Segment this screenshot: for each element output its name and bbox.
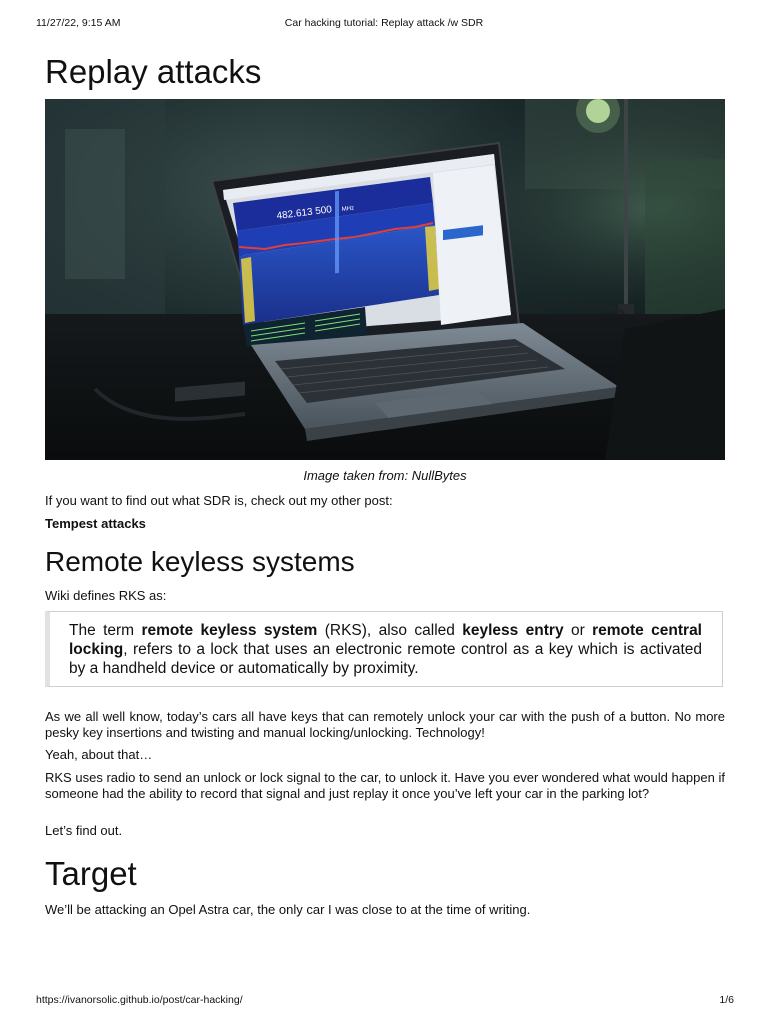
heading-target: Target <box>45 855 137 892</box>
quote-text-4: , refers to a lock that uses an electronic remote control as a key which is activated by a handheld device or automatically by proximity. <box>69 641 702 677</box>
print-header <box>0 17 768 31</box>
find-out-paragraph: Let’s find out. <box>45 823 123 838</box>
opel-paragraph: We’ll be attacking an Opel Astra car, the only car I was close to at the time of writing. <box>45 902 531 917</box>
quote-bold-rks: remote keyless system <box>141 622 318 639</box>
tempest-attacks-link[interactable]: Tempest attacks <box>45 516 146 531</box>
quote-bold-keyless-entry: keyless entry <box>462 622 564 639</box>
quote-text-3: or <box>563 622 593 639</box>
quote-text-1: The term <box>69 622 142 639</box>
quote-bold-central-locking: remote central locking <box>69 622 702 658</box>
hero-image <box>45 99 725 460</box>
print-footer <box>0 994 768 1008</box>
rks-paragraph: RKS uses radio to send an unlock or lock signal to the car, to unlock it. Have you ever wondered what would happen if someone had the ability to record that signal and just replay it once you’ve left your car in the parking lot? <box>45 770 725 801</box>
wiki-blockquote <box>45 611 723 687</box>
quote-text-2: (RKS), also called <box>317 622 463 639</box>
sdr-paragraph: If you want to find out what SDR is, check out my other post: <box>45 493 393 508</box>
frequency-unit: MHz <box>341 205 355 213</box>
heading-remote-keyless-systems: Remote keyless systems <box>45 546 355 577</box>
frequency-readout: 482.613 500 <box>276 204 333 222</box>
cars-paragraph: As we all well know, today’s cars all have keys that can remotely unlock your car with the push of a button. No more pesky key insertions and twisting and manual locking/unlocking. Technology! <box>45 709 725 740</box>
image-caption: Image taken from: NullBytes <box>303 468 467 483</box>
heading-replay-attacks: Replay attacks <box>45 53 262 90</box>
print-datetime: 11/27/22, 9:15 AM <box>36 17 121 29</box>
page-number: 1/6 <box>719 994 734 1006</box>
print-page-title: Car hacking tutorial: Replay attack /w SDR <box>284 17 484 29</box>
yeah-paragraph: Yeah, about that… <box>45 747 153 762</box>
print-url: https://ivanorsolic.github.io/post/car-hacking/ <box>36 994 243 1006</box>
wiki-intro: Wiki defines RKS as: <box>45 588 167 603</box>
